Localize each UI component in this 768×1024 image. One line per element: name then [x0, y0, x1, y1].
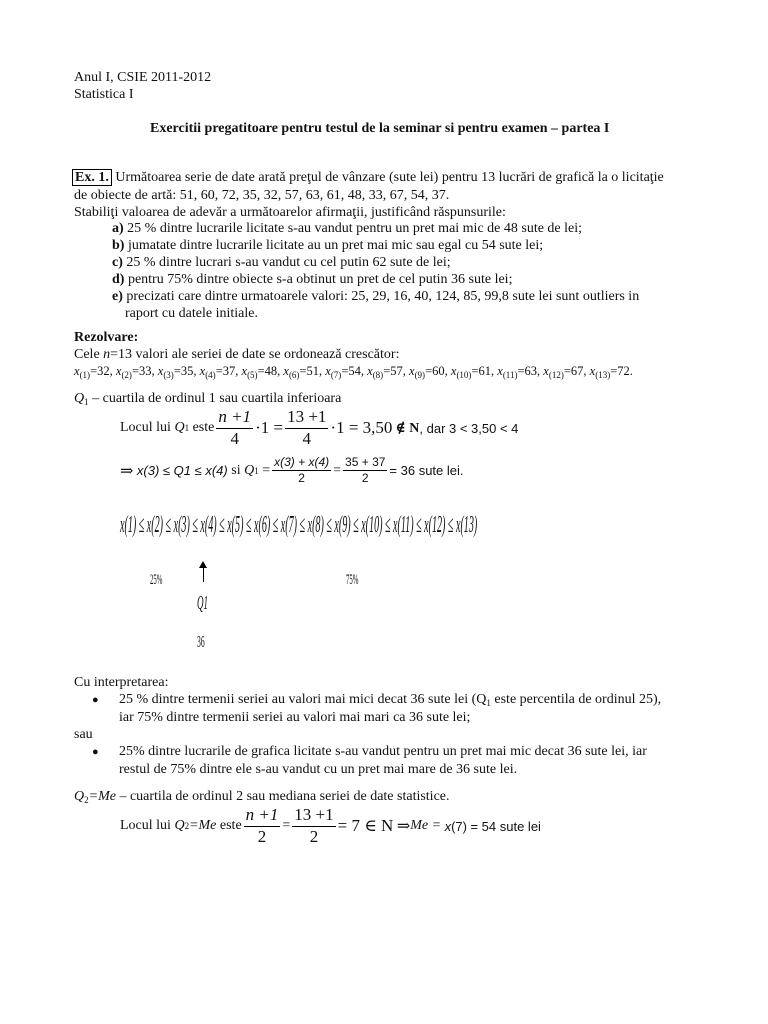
implies-icon: ⇒: [396, 818, 411, 836]
q1-fraction-13: [285, 408, 328, 448]
q1-inequality: x(3) ≤ Q1 ≤ x(4): [136, 463, 228, 479]
q1-si: si: [231, 462, 241, 478]
fraction-denominator: 4: [302, 428, 311, 448]
q2-me: Me =: [410, 818, 442, 834]
q2-locus-label: Locul lui: [120, 818, 171, 834]
q1-locus-label: Locul lui: [120, 420, 171, 436]
course-line: Anul I, CSIE 2011-2012: [74, 70, 212, 85]
item-d: [112, 272, 512, 288]
fraction-denominator: 2: [361, 471, 369, 486]
item-a: [112, 221, 582, 237]
fraction-numerator: 13 +1: [292, 806, 335, 827]
ordered-value-index: (4): [205, 370, 216, 380]
q1-times: ·1 =: [255, 418, 284, 438]
exercise-intro: [72, 170, 732, 186]
fraction-denominator: 2: [257, 826, 267, 846]
ordered-value: =51,: [299, 364, 326, 378]
ordered-value-index: (7): [330, 370, 342, 380]
bullet-icon: ●: [92, 746, 99, 758]
q1-notin: ∉ N: [395, 420, 420, 436]
bullet-1-text-b: este percentila de ordinul 25),: [490, 692, 662, 707]
item-letter: d): [112, 272, 125, 287]
fraction-numerator: 13 +1: [285, 408, 328, 429]
label-75-percent: 75%: [346, 572, 359, 588]
ordered-value: =63,: [517, 364, 544, 378]
fraction-denominator: 2: [309, 826, 319, 846]
ordered-value-index: (11): [502, 370, 518, 380]
item-text: 25 % dintre lucrarile licitate s-au vandut pentru un pret mai mic de 48 sute de lei;: [127, 221, 583, 236]
q2-heading-text: – cuartila de ordinul 2 sau mediana seriei de date statistice.: [115, 789, 450, 804]
q1-locus-equation: Locul lui Q 1 este $\frac{n +1}{4}$ ·1 = $\frac{13 +1}{4}$ ·1 = 3,50 ∉ N , dar 3 < 3,50 < 4: [120, 407, 519, 448]
q1-result: = 36 sute lei.: [389, 463, 464, 479]
q1-marker: Q1: [197, 592, 209, 614]
bullet-1-line-2: iar 75% dintre termenii seriei au valori mai mari ca 36 sute lei;: [119, 710, 471, 725]
ordered-value: =67,: [563, 364, 590, 378]
ordered-value-symbol: x: [157, 364, 164, 378]
q1-condition: , dar 3 < 3,50 < 4: [419, 420, 519, 436]
fraction-numerator: x(3) + x(4): [272, 456, 331, 471]
ordered-value-index: (5): [247, 370, 258, 380]
q1-locus-value: ·1 = 3,50: [330, 418, 393, 438]
bullet-2-line-1: 25% dintre lucrarile de grafica licitate s-au vandut pentru un pret mai mic decat 36 sute lei, iar: [119, 744, 647, 759]
ordered-value-index: (9): [414, 370, 426, 380]
q2-heading: $Q_2=Me$ – cuartila de ordinul 2 sau mediana seriei de date statistice.: [74, 789, 450, 805]
ordered-value-symbol: x: [325, 364, 331, 378]
order-statistics-chain: x(1) ≤ x(2) ≤ x(3) ≤ x(4) ≤ x(5) ≤ x(6) ≤ x(7) ≤ x(8) ≤ x(9) ≤ x(10) ≤ x(11) ≤ x(12) ≤ x(13): [120, 512, 478, 538]
q2-heading-me: =Me: [88, 789, 116, 804]
ordered-value-symbol: x: [241, 364, 248, 378]
solution-heading: Rezolvare:: [74, 330, 139, 345]
q2-me-value: = 54 sute lei: [470, 818, 541, 834]
label-25-percent: 25%: [150, 572, 163, 588]
ordered-values: [74, 364, 633, 380]
exercise-intro-text: Următoarea serie de date arată preţul de vânzare (sute lei) pentru 13 lucrări de grafică la o licitaţie: [115, 170, 664, 185]
ordered-value-symbol: x: [283, 364, 289, 378]
ordered-value-symbol: x: [497, 364, 503, 378]
item-text: pentru 75% dintre obiecte s-a obtinut un pret de cel putin 36 sute lei;: [127, 272, 513, 287]
ordered-value-symbol: x: [367, 364, 373, 378]
q1-locus-este: este: [192, 420, 215, 436]
ordered-value-symbol: x: [199, 364, 206, 378]
exercise-task: Stabiliţi valoarea de adevăr a următoarelor afirmaţii, justificând răspunsurile:: [74, 205, 506, 220]
q1-average-fraction: [272, 456, 331, 485]
ordered-value: =61,: [471, 364, 498, 378]
ordered-value-index: (8): [372, 370, 384, 380]
ordered-value: =54,: [341, 364, 368, 378]
ordering-sentence: [74, 347, 399, 363]
q1-values-fraction: [343, 456, 387, 485]
fraction-denominator: 2: [298, 471, 305, 486]
ordered-value-symbol: x: [450, 364, 457, 378]
ordered-value-index: (3): [163, 370, 174, 380]
item-e-continued: raport cu datele initiale.: [125, 306, 258, 321]
item-letter: c): [112, 255, 123, 270]
ordered-value-index: (13): [595, 370, 611, 380]
ordered-value: =60,: [425, 364, 451, 378]
fraction-numerator: n +1: [216, 408, 253, 429]
q2-locus-este: este: [219, 818, 242, 834]
ordered-value: =37,: [215, 364, 242, 378]
item-text: 25 % dintre lucrari s-au vandut cu cel putin 62 sute de lei;: [126, 255, 451, 270]
exercise-label: Ex. 1.: [72, 169, 112, 186]
q1-heading: $Q_1$ – cuartila de ordinul 1 sau cuartila inferioara: [74, 391, 342, 407]
ordered-value: =35,: [173, 364, 200, 378]
ordered-value-symbol: x: [409, 364, 415, 378]
ordered-value: =33,: [131, 364, 158, 378]
ordered-value-index: (1): [79, 370, 91, 380]
bullet-1-line-1: 25 % dintre termenii seriei au valori mai mici decat 36 sute lei ($Q_1$ este percentila de ordinul 25),: [119, 692, 662, 708]
ordered-value-symbol: x: [74, 364, 80, 378]
fraction-denominator: 4: [230, 428, 239, 448]
q1-heading-text: – cuartila de ordinul 1 sau cuartila inferioara: [92, 391, 342, 406]
q2-fraction-n: [244, 806, 281, 846]
ordered-value: =48,: [257, 364, 284, 378]
document-title: Exercitii pregatitoare pentru testul de la seminar si pentru examen – partea I: [150, 121, 610, 136]
item-letter: b): [112, 238, 125, 253]
ordered-value-index: (6): [288, 370, 300, 380]
item-c: [112, 255, 451, 271]
ordering-n: n: [103, 347, 111, 362]
item-letter: a): [112, 221, 124, 236]
q2-result: = 7 ∈ N: [337, 816, 394, 836]
q1-value-equation: ⇒ x(3) ≤ Q1 ≤ x(4) si Q 1 = $\frac{x(3) + x(4)}{2}$ = $\frac{35 + 37}{2}$ = 36 sute lei.: [120, 455, 464, 486]
exercise-data-line: de obiecte de artă: 51, 60, 72, 35, 32, 57, 63, 61, 48, 33, 67, 54, 37.: [74, 188, 450, 203]
item-text: precizati care dintre urmatoarele valori: 25, 29, 16, 40, 124, 85, 99,8 sute lei sunt outliers in: [126, 289, 640, 304]
subject-line: Statistica I: [74, 87, 134, 102]
q2-fraction-13: [292, 806, 335, 846]
bullet-1-text-a: 25 % dintre termenii seriei au valori mai mici decat 36 sute lei (Q: [119, 692, 487, 707]
q1-fraction-n: [216, 408, 253, 448]
interpretation-heading: Cu interpretarea:: [74, 675, 169, 690]
item-text: jumatate dintre lucrarile licitate au un pret mai mic sau egal cu 54 sute lei;: [127, 238, 544, 253]
bullet-2-line-2: restul de 75% dintre ele s-au vandut cu un pret mai mare de 36 sute lei.: [119, 762, 518, 777]
item-b: [112, 238, 543, 254]
fraction-numerator: 35 + 37: [343, 456, 387, 471]
arrow-shaft: [203, 565, 204, 582]
q2-locus-equation: Locul lui Q 2 =Me este $\frac{n +1}{2}$ = $\frac{13 +1}{2}$ = 7 ∈ N ⇒ Me = x (7) = 54 sute lei: [120, 805, 541, 846]
ordered-value-symbol: x: [543, 364, 549, 378]
fraction-numerator: n +1: [244, 806, 281, 827]
ordered-value: =32,: [90, 364, 116, 378]
ordered-value-index: (12): [548, 370, 564, 380]
ordered-value-symbol: x: [589, 364, 596, 378]
ordered-value: =57,: [383, 364, 409, 378]
ordered-value-index: (10): [456, 370, 472, 380]
implies-icon: ⇒: [120, 462, 134, 480]
bullet-icon: ●: [92, 694, 99, 706]
ordered-value: =72.: [610, 364, 633, 378]
ordering-suffix: =13 valori ale seriei de date se ordonează crescător:: [110, 347, 400, 362]
item-e: [112, 289, 639, 305]
ordered-value-index: (2): [121, 370, 132, 380]
q1-marker-value: 36: [197, 632, 205, 651]
item-letter: e): [112, 289, 123, 304]
ordered-value-symbol: x: [115, 364, 122, 378]
ordering-prefix: Cele: [74, 347, 104, 362]
sau-text: sau: [74, 727, 93, 742]
